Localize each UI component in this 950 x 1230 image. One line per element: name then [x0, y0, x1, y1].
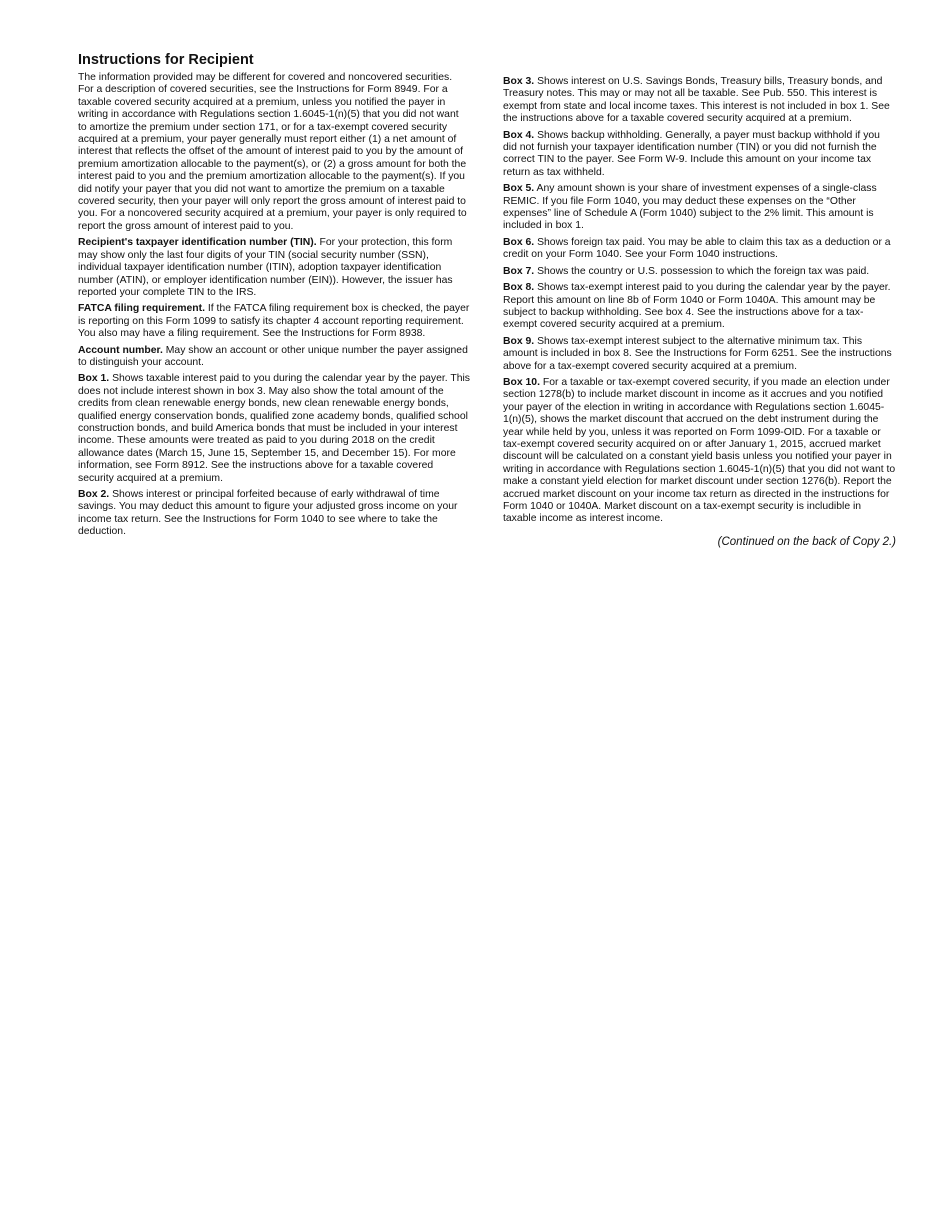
box-10-paragraph [503, 377, 896, 526]
paragraph-text: Shows interest on U.S. Savings Bonds, Treasury bills, Treasury bonds, and Treasury notes. This may or may not all be taxable. See Pub. 550. This interest is exempt from state and local income taxes. This interest is not included in box 1. See the instructions above for a taxable covered security acquired at a premium. [503, 76, 890, 125]
paragraph-text: If the FATCA filing requirement box is checked, the payer is reporting on this Form 1099 to satisfy its chapter 4 account reporting requirement. You also may have a filing requirement. See the Instructions for Form 8938. [78, 303, 470, 340]
box-2-paragraph [78, 489, 470, 539]
paragraph-heading: Box 6. [503, 236, 535, 248]
paragraph-text: Shows foreign tax paid. You may be able to claim this tax as a deduction or a credit on your Form 1040. See your Form 1040 instructions. [503, 236, 891, 261]
paragraph-heading: Box 5. [503, 183, 535, 195]
paragraph-heading: FATCA filing requirement. [78, 303, 205, 315]
intro-paragraph [78, 72, 470, 233]
paragraph-text: Shows interest or principal forfeited because of early withdrawal of time savings. You may deduct this amount to figure your adjusted gross income on your income tax return. See the Instructions for Form 1040 to see where to take the deduction. [78, 489, 458, 538]
box-9-paragraph [503, 336, 896, 373]
box-4-paragraph [503, 130, 896, 180]
paragraph-text: Shows tax-exempt interest paid to you during the calendar year by the payer. Report this amount on line 8b of Form 1040 or Form 1040A. This amount may be subject to backup withholding. See box 4. See the instructions above for a tax-exempt covered security acquired at a premium. [503, 282, 891, 331]
fatca-paragraph [78, 303, 470, 340]
instructions-page [78, 52, 898, 548]
paragraph-heading: Account number. [78, 344, 163, 356]
box-5-paragraph [503, 183, 896, 233]
box-8-paragraph [503, 282, 896, 332]
box-7-paragraph [503, 266, 896, 278]
paragraph-heading: Box 4. [503, 129, 535, 141]
box-1-paragraph [78, 373, 470, 485]
page-title: Instructions for Recipient [78, 52, 254, 68]
paragraph-heading: Box 1. [78, 373, 110, 385]
paragraph-heading: Box 10. [503, 376, 540, 388]
paragraph-heading: Box 9. [503, 335, 535, 347]
paragraph-heading: Box 7. [503, 265, 535, 277]
left-column [78, 72, 470, 543]
paragraph-text: For your protection, this form may show only the last four digits of your TIN (social security number (SSN), individual taxpayer identification number (ITIN), adoption taxpayer identification number (ATIN), or employer identification number (EIN)). However, the issuer has reported your complete TIN to the IRS. [78, 237, 453, 298]
paragraph-text: Shows taxable interest paid to you during the calendar year by the payer. This does not include interest shown in box 3. May also show the total amount of the credits from clean renewable energy bonds, new clean renewable energy bonds, qualified energy conservation bonds, qualified zone academy bonds, qualified school construction bonds, and build America bonds that must be included in your interest income. These amounts were treated as paid to you during 2018 on the credit allowance dates (March 15, June 15, September 15, and December 15). For more information, see Form 8912. See the instructions above for a taxable covered security acquired at a premium. [78, 373, 471, 484]
paragraph-text: Shows tax-exempt interest subject to the alternative minimum tax. This amount is included in box 8. See the Instructions for Form 6251. See the instructions above for a tax-exempt covered security acquired at a premium. [503, 335, 892, 372]
paragraph-text: May show an account or other unique number the payer assigned to distinguish your account. [78, 344, 468, 368]
paragraph-heading: Box 8. [503, 282, 535, 294]
paragraph-text: Any amount shown is your share of investment expenses of a single-class REMIC. If you file Form 1040, you may deduct these expenses on the “Other expenses” line of Schedule A (Form 1040) subject to the 2% limit. This amount is included in box 1. [503, 183, 877, 232]
account-number-paragraph [78, 345, 470, 370]
paragraph-heading: Recipient's taxpayer identification number (TIN). [78, 237, 317, 249]
paragraph-text: Shows the country or U.S. possession to which the foreign tax was paid. [537, 265, 870, 277]
right-column [503, 76, 896, 548]
continued-note: (Continued on the back of Copy 2.) [717, 535, 896, 548]
paragraph-heading: Box 2. [78, 489, 110, 500]
box-3-paragraph [503, 76, 896, 126]
box-6-paragraph [503, 237, 896, 262]
paragraph-text: Shows backup withholding. Generally, a payer must backup withhold if you did not furnish your taxpayer identification number (TIN) or you did not furnish the correct TIN to the payer. See Form W-9. Include this amount on your income tax return as tax withheld. [503, 129, 880, 178]
paragraph-heading: Box 3. [503, 76, 535, 87]
paragraph-text: For a taxable or tax-exempt covered security, if you made an election under section 1278(b) to include market discount in income as it accrues and you notified your payer of the election in writing in accordance with Regulations section 1.6045-1(n)(5), shows the market discount that accrued on the debt instrument during the year while held by you, unless it was reported on Form 1099-OID. For a taxable or tax-exempt covered security acquired on or after January 1, 2015, accrued market discount will be calculated on a constant yield basis unless you notified your payer in writing in accordance with Regulations section 1.6045-1(n)(5) that you did not want to make a constant yield election for market discount under section 1276(b). Report the accrued market discount on your income tax return as directed in the instructions for Form 1040 or 1040A. Market discount on a tax-exempt security is includible in taxable income as interest income. [503, 376, 896, 525]
paragraph-text: The information provided may be different for covered and noncovered securities. For a description of covered securities, see the Instructions for Form 8949. For a taxable covered security acquired at a premium, unless you notified the payer in writing in accordance with Regulations section 1.6045-1(n)(5) that you did not want to amortize the premium under section 171, or for a tax-exempt covered security acquired at a premium, your payer generally must report either (1) a net amount of interest that reflects the offset of the amount of interest paid to you by the amount of premium amortization allocable to the payment(s), or (2) a gross amount for both the interest paid to you and the premium amortization allocable to the payment(s). If you did notify your payer that you did not want to amortize the premium on a taxable covered security, then your payer will only report the gross amount of interest paid to you. For a noncovered security acquired at a premium, your payer is only required to report the gross amount of interest paid to you. [78, 72, 467, 232]
tin-paragraph [78, 237, 470, 299]
